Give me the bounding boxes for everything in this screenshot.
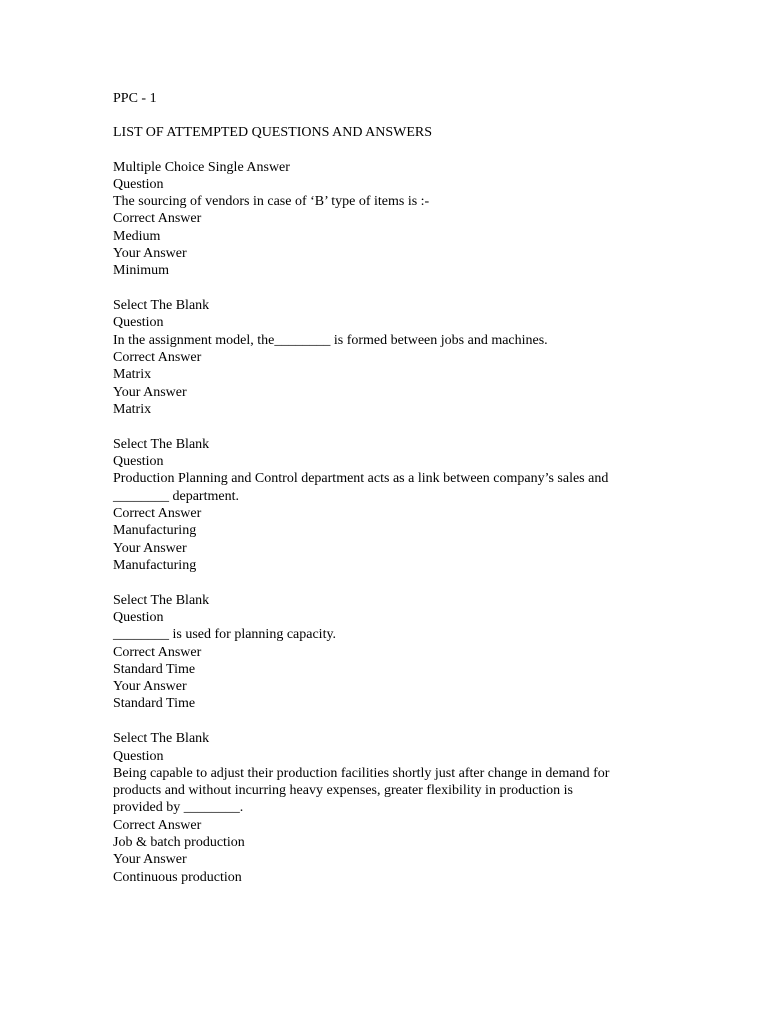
question-type: Select The Blank bbox=[113, 298, 210, 314]
your-answer-value: Manufacturing bbox=[113, 557, 197, 573]
question-text-line: provided by ________. bbox=[113, 800, 244, 816]
your-answer-value: Matrix bbox=[113, 401, 152, 417]
qa-item bbox=[113, 297, 653, 418]
document-code: PPC - 1 bbox=[113, 91, 157, 106]
question-label: Question bbox=[113, 609, 164, 625]
correct-answer-value: Job & batch production bbox=[113, 834, 245, 850]
your-answer-label: Your Answer bbox=[113, 679, 187, 695]
your-answer-label: Your Answer bbox=[113, 540, 187, 556]
document-heading: LIST OF ATTEMPTED QUESTIONS AND ANSWERS bbox=[113, 125, 433, 141]
question-text-line: The sourcing of vendors in case of ‘B’ type of items is :- bbox=[113, 194, 430, 210]
qa-item bbox=[113, 159, 653, 280]
correct-answer-value: Medium bbox=[113, 228, 161, 244]
your-answer-value: Standard Time bbox=[113, 696, 196, 712]
question-text-line: In the assignment model, the________ is formed between jobs and machines. bbox=[113, 332, 548, 348]
correct-answer-value: Manufacturing bbox=[113, 523, 197, 539]
correct-answer-label: Correct Answer bbox=[113, 350, 202, 366]
correct-answer-value: Matrix bbox=[113, 367, 152, 383]
qa-list bbox=[113, 159, 653, 886]
qa-item bbox=[113, 436, 653, 574]
correct-answer-label: Correct Answer bbox=[113, 644, 202, 660]
question-label: Question bbox=[113, 748, 164, 764]
question-text-line: Being capable to adjust their production facilities shortly just after change in demand for bbox=[113, 765, 610, 781]
your-answer-label: Your Answer bbox=[113, 246, 187, 262]
question-text-line: ________ department. bbox=[113, 488, 239, 504]
qa-item bbox=[113, 730, 653, 886]
question-type: Select The Blank bbox=[113, 592, 210, 608]
question-text-line: ________ is used for planning capacity. bbox=[113, 627, 337, 643]
question-label: Question bbox=[113, 315, 164, 331]
question-type: Select The Blank bbox=[113, 436, 210, 452]
your-answer-label: Your Answer bbox=[113, 384, 187, 400]
question-text-line: products and without incurring heavy expenses, greater flexibility in production is bbox=[113, 783, 573, 799]
document-page bbox=[113, 90, 653, 886]
correct-answer-value: Standard Time bbox=[113, 661, 196, 677]
question-label: Question bbox=[113, 176, 164, 192]
qa-item bbox=[113, 592, 653, 713]
your-answer-value: Minimum bbox=[113, 263, 170, 279]
your-answer-label: Your Answer bbox=[113, 852, 187, 868]
your-answer-value: Continuous production bbox=[113, 869, 242, 885]
correct-answer-label: Correct Answer bbox=[113, 505, 202, 521]
question-type: Select The Blank bbox=[113, 731, 210, 747]
correct-answer-label: Correct Answer bbox=[113, 211, 202, 227]
correct-answer-label: Correct Answer bbox=[113, 817, 202, 833]
question-label: Question bbox=[113, 454, 164, 470]
question-type: Multiple Choice Single Answer bbox=[113, 159, 290, 175]
question-text-line: Production Planning and Control department acts as a link between company’s sales and bbox=[113, 471, 609, 487]
